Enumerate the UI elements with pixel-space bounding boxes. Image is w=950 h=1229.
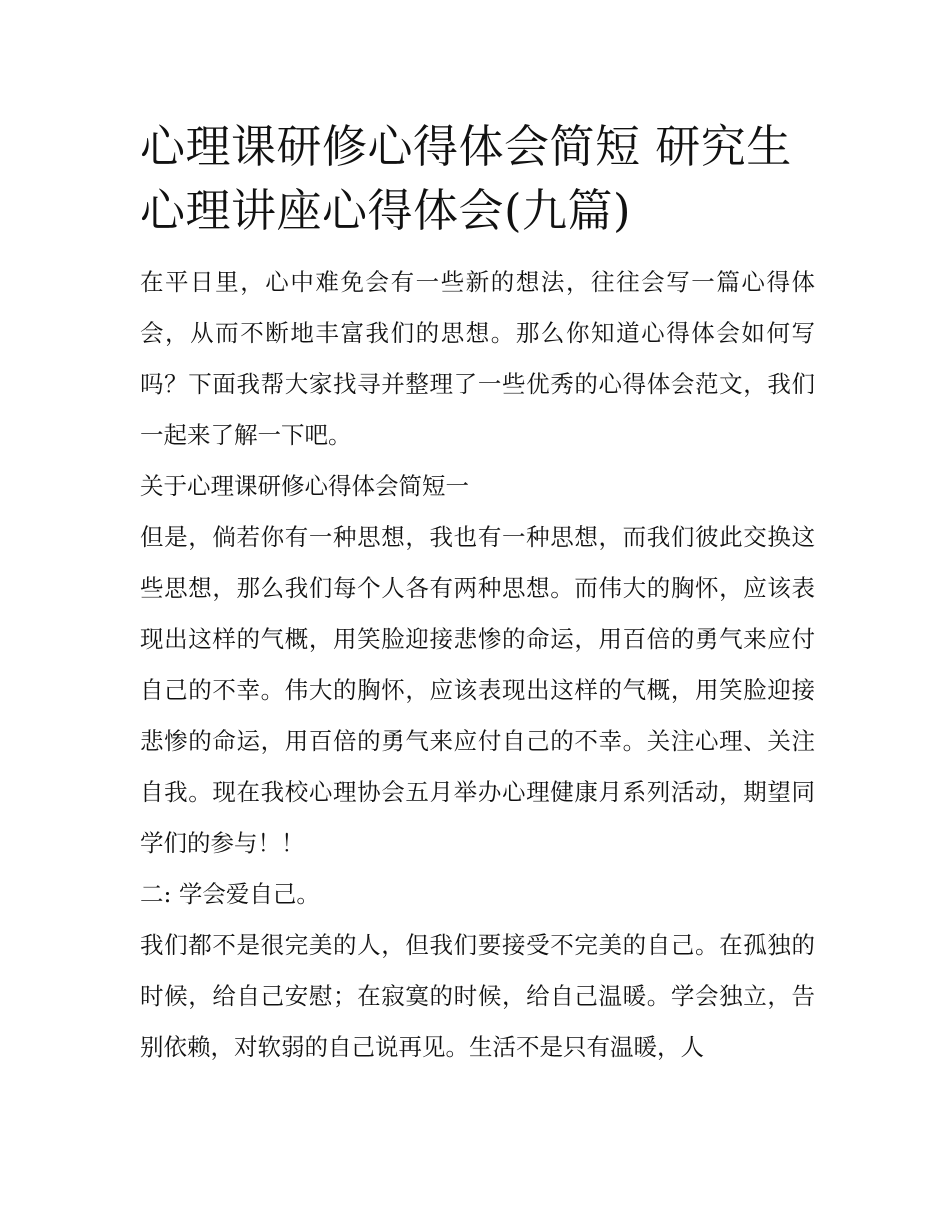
- section-2-paragraph: 我们都不是很完美的人，但我们要接受不完美的自己。在孤独的时候，给自己安慰；在寂寞的时候，给自己温暖。学会独立，告别依赖，对软弱的自己说再见。生活不是只有温暖，人: [140, 931, 815, 1061]
- section-1-heading: 关于心理课研修心得体会简短一: [140, 472, 469, 500]
- document-title: 心理课研修心得体会简短 研究生心理讲座心得体会(九篇): [140, 120, 792, 237]
- document-page: [140, 115, 815, 1073]
- section-2-heading: 二: 学会爱自己。: [140, 880, 320, 908]
- intro-paragraph: 在平日里，心中难免会有一些新的想法，往往会写一篇心得体会，从而不断地丰富我们的思想。那么你知道心得体会如何写吗？下面我帮大家找寻并整理了一些优秀的心得体会范文，我们一起来了解一下吧。: [140, 268, 815, 449]
- section-1-paragraph: 但是，倘若你有一种思想，我也有一种思想，而我们彼此交换这些思想，那么我们每个人各有两种思想。而伟大的胸怀，应该表现出这样的气概，用笑脸迎接悲惨的命运，用百倍的勇气来应付自己的不幸。伟大的胸怀，应该表现出这样的气概，用笑脸迎接悲惨的命运，用百倍的勇气来应付自己的不幸。关注心理、关注自我。现在我校心理协会五月举办心理健康月系列活动，期望同学们的参与！！: [140, 523, 815, 857]
